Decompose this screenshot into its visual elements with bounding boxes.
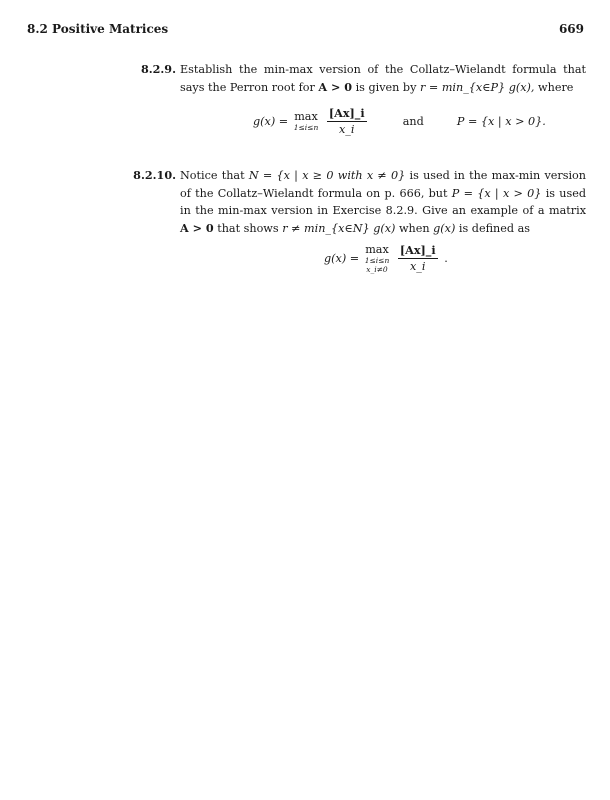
display-equation-g-max	[253, 106, 546, 137]
exercise-text: is used in the min-max version in Exercise 8.2.9. Give an example of a matrix	[180, 186, 587, 218]
equation-period: .	[444, 252, 448, 265]
operator-word: max	[365, 242, 389, 256]
condition-math: A > 0	[318, 79, 353, 94]
operator-limit: x_i≠0	[366, 264, 388, 274]
fraction-denominator: x_i	[409, 260, 426, 273]
exercise-text: Establish the min-max version of the Collatz–Wielandt formula that says the Perron root for	[180, 63, 586, 94]
display-equation-g-max-nonzero	[324, 243, 448, 274]
exercise-text: Notice that	[180, 169, 245, 182]
exercise-number: 8.2.9.	[140, 62, 176, 76]
exercise-8-2-10	[133, 167, 587, 237]
fraction-numerator: [Ax]_i	[399, 243, 436, 257]
exercise-number: 8.2.10.	[133, 168, 176, 182]
exercise-text: where	[538, 80, 574, 94]
running-header	[27, 22, 584, 38]
exercise-text: that shows	[217, 221, 279, 235]
max-operator	[294, 111, 319, 132]
fraction-numerator: [Ax]_i	[328, 106, 365, 120]
exercise-text: is used in the max-min version of the Collatz–Wielandt formula on p. 666, but	[180, 169, 586, 200]
equation-lhs: g(x) =	[324, 252, 360, 265]
fraction	[398, 243, 438, 274]
operator-limit: 1≤i≤n	[364, 255, 390, 265]
fraction	[327, 106, 367, 137]
fraction-denominator: x_i	[338, 123, 355, 136]
set-n-definition: N = {x | x ≥ 0 with x ≠ 0}	[248, 169, 406, 182]
exercise-text: is given by	[355, 80, 417, 94]
page-number: 669	[558, 22, 584, 36]
exercise-8-2-9	[140, 61, 586, 96]
exercise-text: is defined as	[458, 221, 530, 235]
equation-lhs: g(x) =	[253, 115, 289, 128]
exercise-text: when	[398, 221, 430, 235]
section-title: 8.2 Positive Matrices	[27, 22, 169, 36]
operator-limit: 1≤i≤n	[293, 123, 319, 132]
set-p-definition: P = {x | x > 0}	[451, 186, 542, 200]
inequality-math: r ≠ min_{x∈N} g(x)	[282, 221, 396, 235]
set-definition: P = {x | x > 0}.	[456, 115, 546, 128]
perron-root-formula: r = min_{x∈P} g(x),	[419, 80, 535, 94]
max-operator	[365, 244, 390, 274]
condition-math: A > 0	[180, 220, 214, 235]
gx-math: g(x)	[433, 221, 456, 235]
operator-word: max	[294, 110, 318, 123]
conjunction: and	[402, 115, 424, 128]
